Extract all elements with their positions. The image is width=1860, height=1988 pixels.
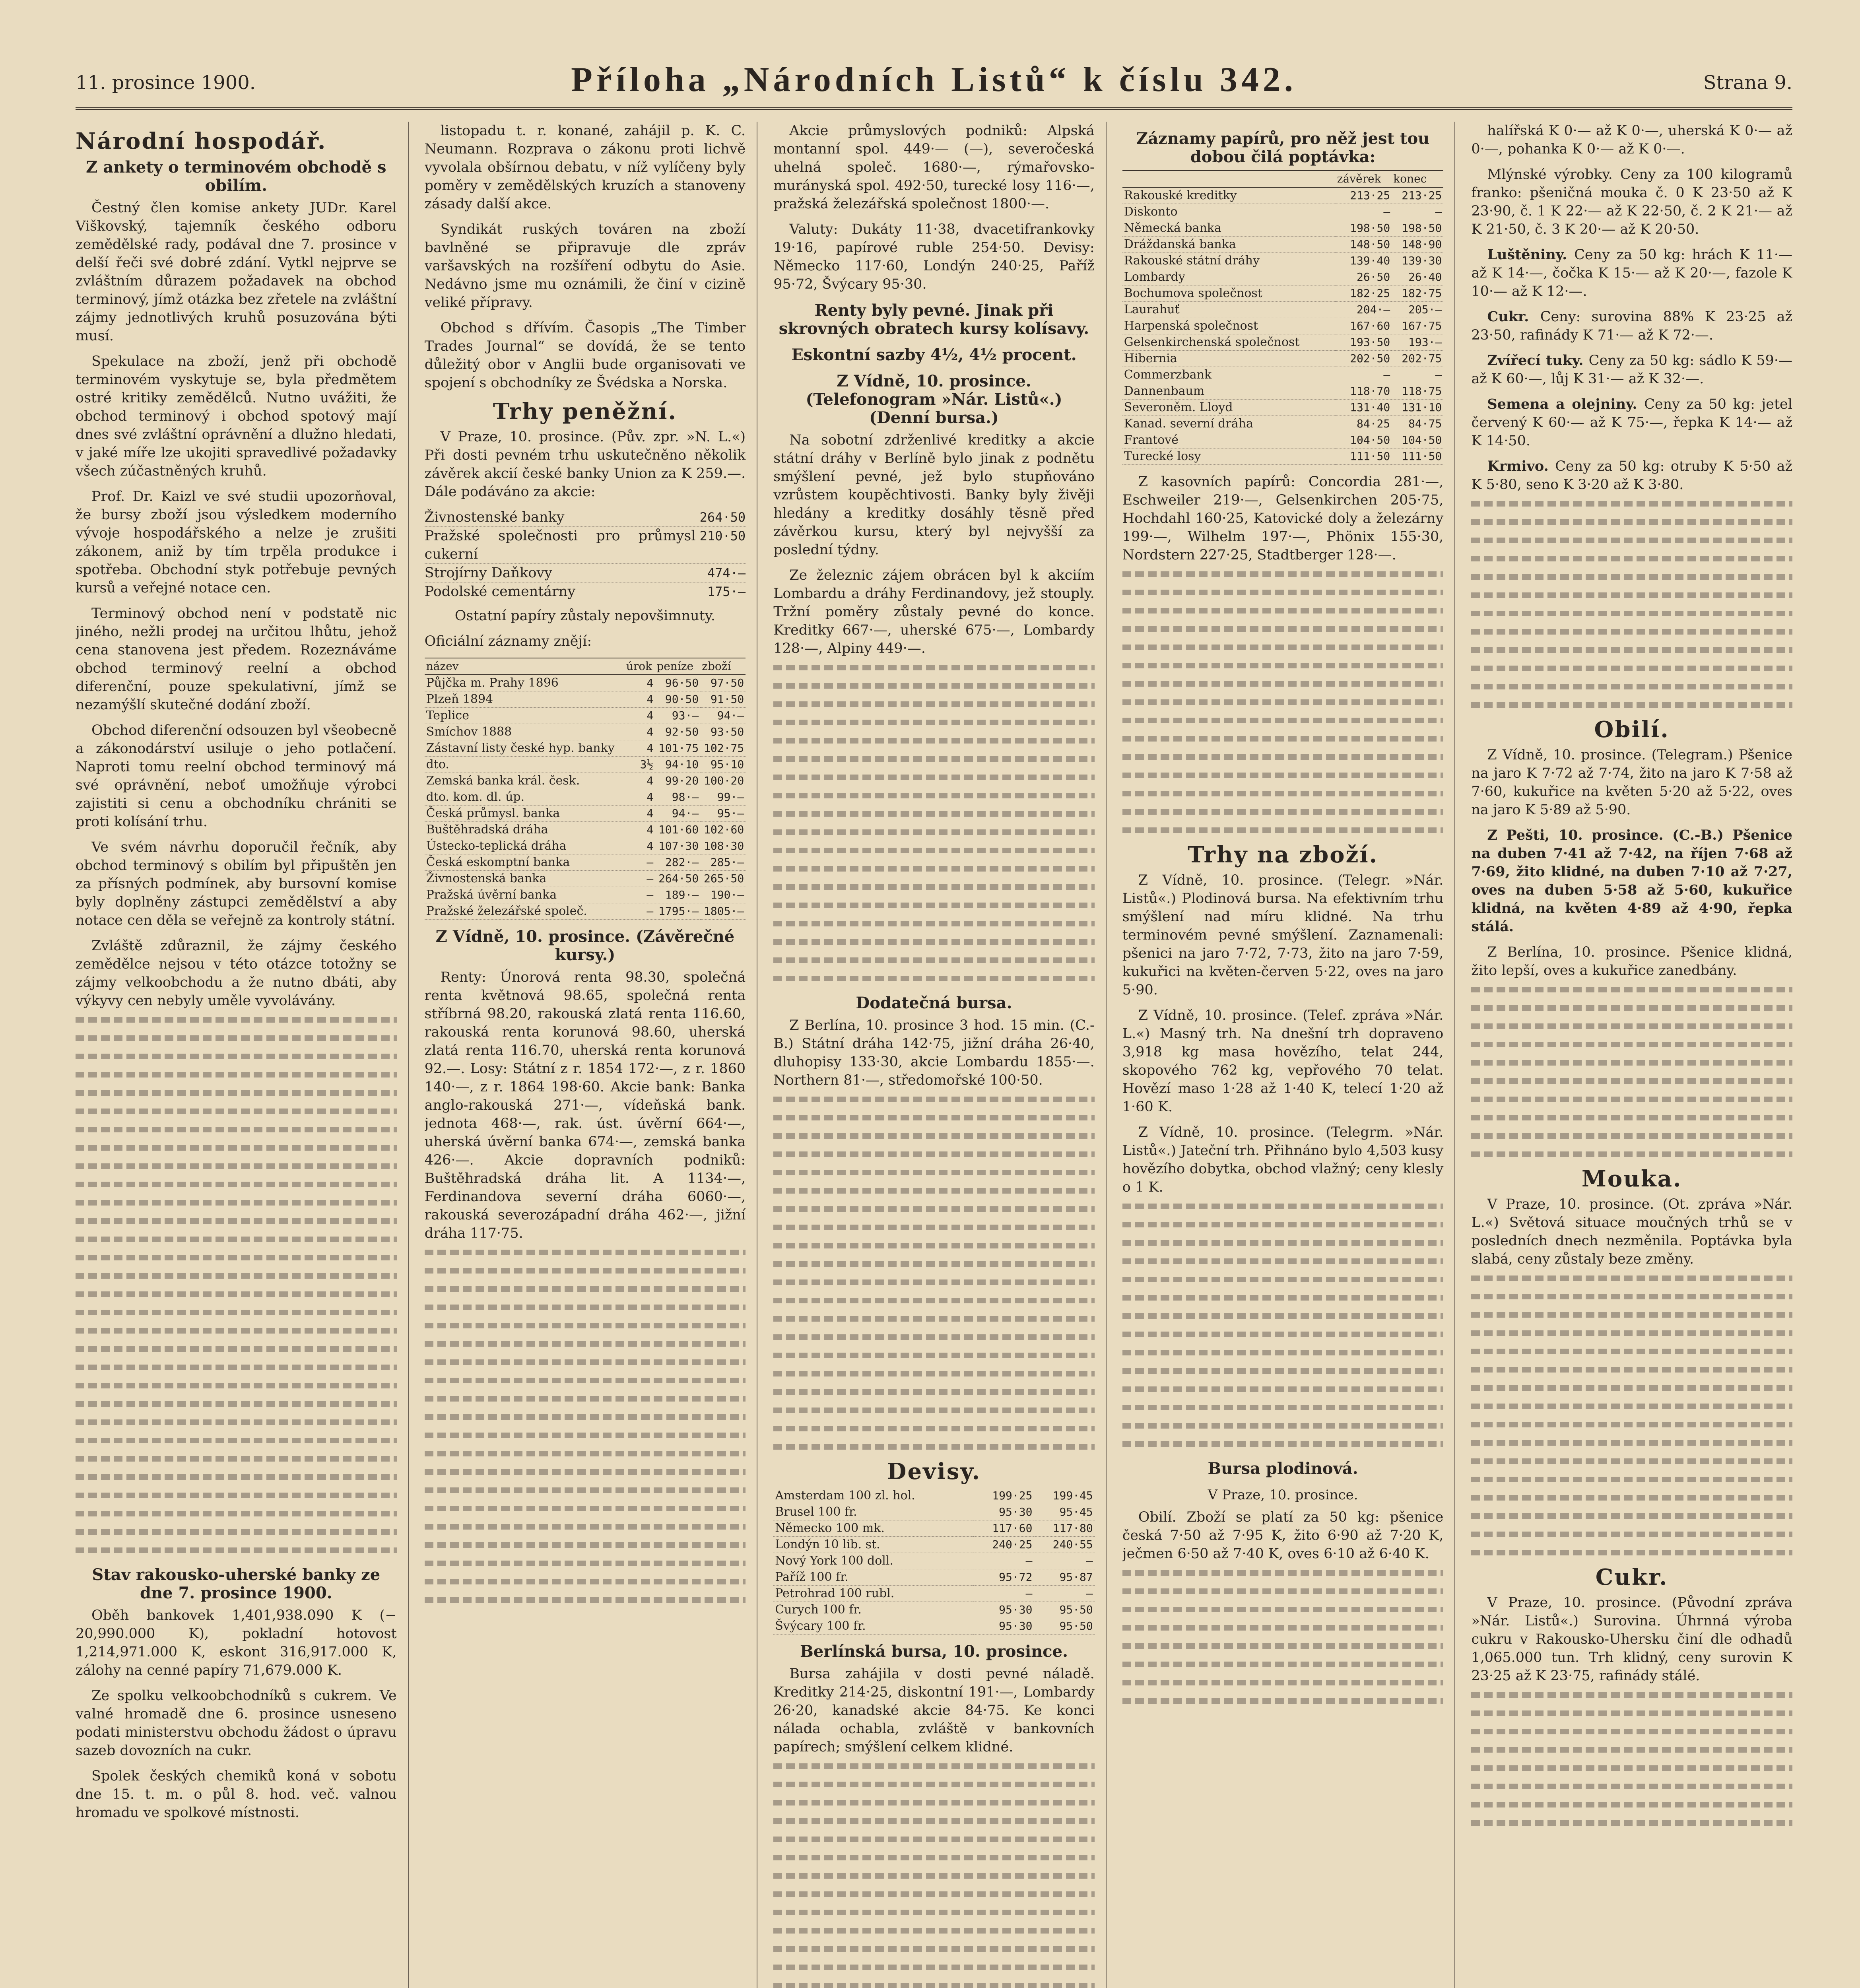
paragraph: halířská K 0·— až K 0·—, uherská K 0·— až 0·—, pohanka K 0·— až K 0·—. xyxy=(1471,123,1792,157)
illegible-text-block xyxy=(1471,501,1792,708)
bond-rate: 4 xyxy=(625,789,655,806)
bond-rate: — xyxy=(625,871,655,887)
paragraph: Z Pešti, 10. prosince. (C.-B.) Pšenice na duben 7·41 až 7·42, na říjen 7·68 až 7·69, žito klidné, na duben 7·10 až 7·27, oves na duben 5·58 až 5·60, kukuřice klidná, na květen 4·89 až 4·90, řepka stálá. xyxy=(1471,827,1792,935)
security-close: 111·50 xyxy=(1336,448,1392,465)
currency-name: Nový York 100 doll. xyxy=(773,1553,973,1569)
supplementary-bourse-heading: Dodatečná bursa. xyxy=(856,994,1012,1012)
section-heading-commodity-markets: Trhy na zboží. xyxy=(1187,842,1378,868)
securities-heading: Záznamy papírů, pro něž jest tou dobou čilá poptávka: xyxy=(1136,129,1430,166)
table-row xyxy=(773,1488,1095,1504)
security-close: 131·40 xyxy=(1336,400,1392,416)
paragraph: Z Vídně, 10. prosince. (Telegr. »Nár. Listů«.) Plodinová bursa. Na efektivním trhu smýšlení nad míru klidné. Na trhu terminovém pevné smýšlení. Zaznamenali: pšenici na jaro 7·72, 7·73, žito na jaro 7·59, kukuřici na květen-červen 5·22, oves na jaro 5·90. xyxy=(1122,872,1444,998)
commodity-name: Luštěniny. xyxy=(1487,247,1575,263)
illegible-text-block xyxy=(425,1250,746,1603)
bond-bid: 101·75 xyxy=(655,740,700,757)
currency-bid: 117·60 xyxy=(973,1520,1034,1537)
table-row xyxy=(425,887,746,903)
security-end: 202·75 xyxy=(1392,351,1443,367)
bond-ask: 285·— xyxy=(700,854,746,871)
bond-name: Buštěhradská dráha xyxy=(425,822,625,838)
table-row xyxy=(425,806,746,822)
bond-bid: 101·60 xyxy=(655,822,700,838)
issue-date: 11. prosince 1900. xyxy=(76,72,256,94)
security-name: Laurahuť xyxy=(1122,302,1336,318)
bond-bid: 90·50 xyxy=(655,691,700,708)
paragraph: Z Vídně, 10. prosince. (Telef. zpráva »Nár. L.«) Masný trh. Na dnešní trh dopraveno 3,918 kg masa hovězího, telat 244, skopového 762 kg, vepřového 70 telat. Hovězí maso 1·28 až 1·40 K, telecí 1·20 až 1·60 K. xyxy=(1122,1008,1444,1115)
table-row xyxy=(1122,285,1444,302)
bond-bid: 107·30 xyxy=(655,838,700,854)
security-name: Diskonto xyxy=(1122,204,1336,220)
commodity-prices: Ceny za 50 kg: sádlo K 59·— až K 60·—, lůj K 31·— až K 32·—. xyxy=(1471,353,1792,387)
bond-rate: 4 xyxy=(625,691,655,708)
illegible-text-block xyxy=(1471,987,1792,1157)
news-item: Oběh bankovek 1,401,938.090 K (− 20,990.000 K), pokladní hotovost 1,214,971.000 K, eskont 316,917.000 K, zálohy na cenné papíry 71,679.000 K. xyxy=(76,1607,397,1678)
currency-name: Švýcary 100 fr. xyxy=(773,1618,973,1635)
table-row xyxy=(773,1520,1095,1537)
commodity-item xyxy=(1471,351,1792,388)
security-name: Německá banka xyxy=(1122,220,1336,237)
illegible-text-block xyxy=(1471,1692,1792,1826)
bond-rate: 4 xyxy=(625,822,655,838)
security-end: — xyxy=(1392,204,1443,220)
table-row xyxy=(1122,383,1444,400)
bond-ask: 95·10 xyxy=(700,757,746,773)
currency-ask: 95·50 xyxy=(1034,1602,1094,1618)
column-1 xyxy=(76,122,409,1988)
produce-bourse-place: V Praze, 10. prosince. xyxy=(1208,1487,1358,1503)
security-end: 213·25 xyxy=(1392,187,1443,204)
paragraph: Na sobotní zdrženlivé kreditky a akcie státní dráhy v Berlíně bylo jinak z podnětu smýšlení pevné, jež bylo stupňováno vzrůstem koupěchtivosti. Banky byly živěji hledány a kreditky dosáhly těsně před závěrkou kursu, který byl nejvyšší za poslední týdny. xyxy=(773,432,1095,558)
columns xyxy=(76,122,1792,1988)
table-row xyxy=(425,903,746,920)
bonds-table: název úrok peníze zboží Půjčka m. Prahy 1896 4 96·50 97·50 Plzeň 1894 4 90·50 91·50 Teplice 4 93·— 94·— Smíchov 1888 4 92·50 93·50 Zástavní listy české hyp. banky 4 101·75 102·75 dto. 3½ 94·10 95·10 Zemská banka král. česk. 4 99·20 100·20 dto. kom. dl. úp. 4 98·— 99·— Česká průmysl. banka 4 94·— 95·— Buštěhradská dráha 4 101·60 102·60 Ústecko-teplická dráha 4 107·30 108·30 Česká eskomptní banka — 282·— 285·— Živnostenská banka — 264·50 265·50 Pražská úvěrní banka — 189·— 190·— Pražské železářské společ. — 1795·— 1805·— xyxy=(425,658,746,920)
table-row xyxy=(1122,416,1444,432)
bond-ask: 265·50 xyxy=(700,871,746,887)
currency-name: Curych 100 fr. xyxy=(773,1602,973,1618)
table-row xyxy=(1122,334,1444,351)
bond-name: Ústecko-teplická dráha xyxy=(425,838,625,854)
security-name: Gelsenkirchenská společnost xyxy=(1122,334,1336,351)
table-row xyxy=(425,675,746,691)
bond-ask: 190·— xyxy=(700,887,746,903)
table-row xyxy=(1122,432,1444,448)
price-row: Pražské společnosti pro průmysl cukerní 210·50 xyxy=(425,527,746,564)
security-end: 167·75 xyxy=(1392,318,1443,334)
paragraph: Čestný člen komise ankety JUDr. Karel Viškovský, tajemník českého odboru zemědělské rady, podával dne 7. prosince v delší řeči své dobré zdání. Vytkl nejprve se zvláštním důrazem požadavek na obchod terminový, jímž otázka bez zřetele na zvláštní zájmy jednotlivých kruhů posuzována býti musí. xyxy=(76,200,397,344)
news-item: Spolek českých chemiků koná v sobotu dne 15. t. m. o půl 8. hod. več. valnou hromadu ve spolkové místnosti. xyxy=(76,1768,397,1821)
bond-rate: 4 xyxy=(625,675,655,691)
bond-bid: 94·— xyxy=(655,806,700,822)
table-row xyxy=(773,1602,1095,1618)
bond-rate: — xyxy=(625,903,655,920)
paragraph: V Praze, 10. prosince. (Ot. zpráva »Nár. L.«) Světová situace moučných trhů se v posledních dnech nezměnila. Poptávka byla slabá, ceny zůstaly beze změny. xyxy=(1471,1196,1792,1267)
bond-ask: 99·— xyxy=(700,789,746,806)
security-close: 202·50 xyxy=(1336,351,1392,367)
bond-name: Půjčka m. Prahy 1896 xyxy=(425,675,625,691)
table-row xyxy=(1122,351,1444,367)
bond-rate: 4 xyxy=(625,724,655,740)
table-row xyxy=(1122,253,1444,269)
bond-name: Smíchov 1888 xyxy=(425,724,625,740)
security-close: 167·60 xyxy=(1336,318,1392,334)
security-end: 26·40 xyxy=(1392,269,1443,285)
bond-bid: 282·— xyxy=(655,854,700,871)
security-name: Bochumova společnost xyxy=(1122,285,1336,302)
security-close: 26·50 xyxy=(1336,269,1392,285)
commodity-item xyxy=(1471,457,1792,494)
paragraph: Mlýnské výrobky. Ceny za 100 kilogramů franko: pšeničná mouka č. 0 K 23·50 až K 23·90, č. 1 K 22·— až K 22·50, č. 2 K 21·— až K 21·50, č. 3 K 20·— až K 20·50. xyxy=(1471,167,1792,237)
illegible-text-block xyxy=(1122,1570,1444,1704)
security-close: 204·— xyxy=(1336,302,1392,318)
security-name: Hibernia xyxy=(1122,351,1336,367)
prague-intro: V Praze, 10. prosince. (Pův. zpr. »N. L.«) Při dosti pevném trhu uskutečněno několik závěrek akcií české banky Union za K 259.—. Dále podáváno za akcie: xyxy=(424,429,746,500)
bond-ask: 91·50 xyxy=(700,691,746,708)
currency-ask: 95·45 xyxy=(1034,1504,1094,1520)
bond-name: Česká eskomptní banka xyxy=(425,854,625,871)
bond-rate: 4 xyxy=(625,708,655,724)
bond-bid: 98·— xyxy=(655,789,700,806)
bond-rate: 4 xyxy=(625,773,655,789)
security-name: Rakouské kreditky xyxy=(1122,187,1336,204)
official-heading: Oficiální záznamy znějí: xyxy=(424,633,592,649)
currency-ask: 199·45 xyxy=(1034,1488,1094,1504)
paragraph: Bursa zahájila v dosti pevné náladě. Kreditky 214·25, diskontní 191·—, Lombardy 26·20, kanadské akcie 84·75. Ke konci nálada ochabla, zvláště v bankovních papírech; smýšlení celkem klidné. xyxy=(773,1666,1095,1755)
price-row: Strojírny Daňkovy 474·— xyxy=(425,564,746,582)
bond-name: dto. kom. dl. úp. xyxy=(425,789,625,806)
paragraph: Akcie průmyslových podniků: Alpská montanní spol. 449·— (—), severočeská uhelná společ. 1680·—, rýmařovsko-murányská spol. 492·50, turecké losy 116·—, pražská železářská společnost 1800·—. xyxy=(773,123,1095,212)
security-close: 84·25 xyxy=(1336,416,1392,432)
currency-ask: 95·87 xyxy=(1034,1569,1094,1586)
vienna-closing-heading: Z Vídně, 10. prosince. (Závěrečné kursy.) xyxy=(435,927,735,964)
table-row xyxy=(773,1504,1095,1520)
table-row xyxy=(773,1537,1095,1553)
table-row xyxy=(1122,448,1444,465)
currency-ask: — xyxy=(1034,1586,1094,1602)
security-name: Severoněm. Lloyd xyxy=(1122,400,1336,416)
paragraph: Z kasovních papírů: Concordia 281·—, Eschweiler 219·—, Gelsenkirchen 205·75, Hochdahl 160·25, Katovické doly a železárny 199·—, Wilhelm 197·—, Phönix 155·30, Nordstern 227·25, Stadtberger 128·—. xyxy=(1122,474,1444,563)
table-row xyxy=(425,789,746,806)
illegible-text-block xyxy=(1122,571,1444,833)
paragraph: Z Berlína, 10. prosince 3 hod. 15 min. (C.-B.) Státní dráha 142·75, jižní dráha 26·40, dluhopisy 133·30, akcie Lombardu 1855·—. Northern 81·—, středomořské 100·50. xyxy=(773,1017,1095,1088)
vienna-closing-text: Renty: Únorová renta 98.30, společná renta květnová 98.65, společná renta stříbrná 98.20, rakouská zlatá renta 116.60, rakouská renta korunová 98.60, uherská zlatá renta 116.70, uherská renta korunová 92.—. Losy: Státní z r. 1854 172·—, z r. 1860 140·—, z r. 1864 198·60. Akcie bank: Banka anglo-rakouská 271·—, vídeňská bank. jednota 468·—, rak. úst. úvěrní 664·—, uherská úvěrní banka 674·—, zemská banka 426·—. Akcie dopravních podniků: Buštěhradská dráha lit. A 1134·—, Ferdinandova severní dráha 6060·—, rakouská severozápadní dráha 462·—, jižní dráha 117·75. xyxy=(424,969,746,1241)
currency-bid: 95·30 xyxy=(973,1602,1034,1618)
paragraph: Valuty: Dukáty 11·38, dvacetifrankovky 19·16, papírové ruble 254·50. Devisy: Německo 117·60, Londýn 240·25, Paříž 95·72, Švýcary 95·30. xyxy=(773,221,1095,292)
securities-table: závěrek konec Rakouské kreditky 213·25 213·25 Diskonto — — Německá banka 198·50 198·50 Dráždanská banka 148·50 148·90 Rakouské státní dráhy 139·40 139·30 Lombardy 26·50 26·40 Bochumova společnost 182·25 182·75 Laurahuť 204·— 205·— Harpenská společnost 167·60 167·75 Gelsenkirchenská společnost 193·50 193·— Hibernia 202·50 202·75 Commerzbank — — Dannenbaum 118·70 118·75 Severoněm. Lloyd 131·40 131·10 Kanad. severní dráha 84·25 84·75 Frantové 104·50 104·50 Turecké losy 111·50 111·50 xyxy=(1122,170,1444,465)
currency-name: Brusel 100 fr. xyxy=(773,1504,973,1520)
bond-name: Plzeň 1894 xyxy=(425,691,625,708)
bond-bid: 189·— xyxy=(655,887,700,903)
masthead xyxy=(76,60,1792,110)
bond-name: Pražské železářské společ. xyxy=(425,903,625,920)
bond-bid: 93·— xyxy=(655,708,700,724)
news-heading-bank-status: Stav rakousko-uherské banky ze dne 7. prosince 1900. xyxy=(92,1565,381,1602)
illegible-text-block xyxy=(1122,1204,1444,1447)
commodity-prices: Ceny za 50 kg: otruby K 5·50 až K 5·80, seno K 3·20 až K 3·80. xyxy=(1471,458,1792,493)
table-row xyxy=(425,871,746,887)
security-end: — xyxy=(1392,367,1443,383)
commodity-item xyxy=(1471,395,1792,450)
currency-name: Londýn 10 lib. st. xyxy=(773,1537,973,1553)
paragraph: Ve svém návrhu doporučil řečník, aby obchod terminový s obilím byl připuštěn jen za přísných podmínek, aby bursovní komise byly doplněny zástupci zemědělství a aby notace cen děla se veřejně za kontroly státní. xyxy=(76,839,397,928)
bond-name: Živnostenská banka xyxy=(425,871,625,887)
section-heading-flour: Mouka. xyxy=(1581,1166,1682,1192)
illegible-text-block xyxy=(773,1097,1095,1450)
section-heading-devisy: Devisy. xyxy=(887,1458,981,1485)
currency-bid: 95·30 xyxy=(973,1618,1034,1635)
commodity-item xyxy=(1471,246,1792,301)
currency-name: Německo 100 mk. xyxy=(773,1520,973,1537)
security-name: Rakouské státní dráhy xyxy=(1122,253,1336,269)
commodity-name: Krmivo. xyxy=(1487,458,1555,474)
bond-name: Česká průmysl. banka xyxy=(425,806,625,822)
security-close: 139·40 xyxy=(1336,253,1392,269)
bond-ask: 100·20 xyxy=(700,773,746,789)
security-end: 84·75 xyxy=(1392,416,1443,432)
security-end: 182·75 xyxy=(1392,285,1443,302)
illegible-text-block xyxy=(76,1017,397,1553)
security-close: 213·25 xyxy=(1336,187,1392,204)
security-name: Harpenská společnost xyxy=(1122,318,1336,334)
currency-ask: 95·50 xyxy=(1034,1618,1094,1635)
table-row xyxy=(773,1569,1095,1586)
section-heading-grain: Obilí. xyxy=(1594,716,1670,743)
bond-name: Zástavní listy české hyp. banky xyxy=(425,740,625,757)
security-close: 104·50 xyxy=(1336,432,1392,448)
paragraph: Obilí. Zboží se platí za 50 kg: pšenice česká 7·50 až 7·95 K, žito 6·90 až 7·20 K, ječmen 6·50 až 7·40 K, oves 6·10 až 6·40 K. xyxy=(1122,1509,1444,1562)
currency-name: Paříž 100 fr. xyxy=(773,1569,973,1586)
commodity-item xyxy=(1471,308,1792,344)
security-end: 139·30 xyxy=(1392,253,1443,269)
section-heading-national-economist: Národní hospodář. xyxy=(76,128,327,154)
bond-bid: 264·50 xyxy=(655,871,700,887)
security-close: 148·50 xyxy=(1336,237,1392,253)
price-row: Živnostenské banky 264·50 xyxy=(425,508,746,527)
currency-ask: — xyxy=(1034,1553,1094,1569)
security-name: Dannenbaum xyxy=(1122,383,1336,400)
table-row xyxy=(425,757,746,773)
bond-bid: 1795·— xyxy=(655,903,700,920)
bond-ask: 95·— xyxy=(700,806,746,822)
bold-note: Renty byly pevné. Jinak při skrovných obratech kursy kolísavy. xyxy=(779,301,1089,338)
table-row xyxy=(1122,269,1444,285)
news-item: Ze spolku velkoobchodníků s cukrem. Ve valné hromadě dne 6. prosince usneseno podati ministerstvu obchodu žádost o úpravu sazeb dovozních na cukr. xyxy=(76,1688,397,1759)
security-close: — xyxy=(1336,204,1392,220)
table-row xyxy=(425,740,746,757)
table-row xyxy=(425,708,746,724)
paragraph: listopadu t. r. konané, zahájil p. K. C. Neumann. Rozprava o zákonu proti lichvě vyvolala obšírnou debatu, v níž vylíčeny byly poměry v zemědělských kruzích a stanoveny zásady další akce. xyxy=(424,123,746,212)
section-heading-money-markets: Trhy peněžní. xyxy=(493,398,678,425)
table-row xyxy=(425,691,746,708)
table-row xyxy=(425,838,746,854)
security-end: 193·— xyxy=(1392,334,1443,351)
bond-rate: 4 xyxy=(625,740,655,757)
table-row xyxy=(1122,204,1444,220)
paragraph: Obchod diferenční odsouzen byl všeobecně a zákonodárství usiluje o jeho potlačení. Naproti tomu reelní obchod terminový má své oprávnění, neboť umožňuje výrobci zajistiti si cenu a obchodníku chrániti se proti kolísání trhu. xyxy=(76,722,397,830)
security-end: 198·50 xyxy=(1392,220,1443,237)
vienna-daily-heading: Z Vídně, 10. prosince. (Telefonogram »Nár. Listů«.) (Denní bursa.) xyxy=(806,372,1062,427)
security-end: 111·50 xyxy=(1392,448,1443,465)
bond-bid: 94·10 xyxy=(655,757,700,773)
currency-bid: — xyxy=(973,1553,1034,1569)
bond-bid: 92·50 xyxy=(655,724,700,740)
security-name: Dráždanská banka xyxy=(1122,237,1336,253)
bond-ask: 102·60 xyxy=(700,822,746,838)
produce-bourse-heading: Bursa plodinová. xyxy=(1208,1459,1358,1478)
paragraph: Z Vídně, 10. prosince. (Telegram.) Pšenice na jaro K 7·72 až 7·74, žito na jaro K 7·58 až 7·60, kukuřice na květen 5·20 až 5·22, oves na jaro K 5·89 až 5·90. xyxy=(1471,747,1792,818)
price-row: Podolské cementárny 175·— xyxy=(425,582,746,601)
security-name: Turecké losy xyxy=(1122,448,1336,465)
paragraph: V Praze, 10. prosince. (Původní zpráva »Nár. Listů«.) Surovina. Úhrnná výroba cukru v Rakousko-Uhersku činí dle odhadů 1,065.000 tun. Trh klidný, ceny surovin K 23·25 až K 23·75, rafinády stálé. xyxy=(1471,1595,1792,1684)
currency-bid: 199·25 xyxy=(973,1488,1034,1504)
currency-bid: 240·25 xyxy=(973,1537,1034,1553)
security-name: Frantové xyxy=(1122,432,1336,448)
currency-name: Amsterdam 100 zl. hol. xyxy=(773,1488,973,1504)
paragraph: Terminový obchod není v podstatě nic jiného, nežli prodej na určitou lhůtu, jehož cena stanovena jest předem. Rozeznáváme obchod terminový reelní a obchod diferenční, pouze spekulativní, jímž se nezamýšlí skutečné dodání zboží. xyxy=(76,606,397,713)
section-heading-sugar: Cukr. xyxy=(1595,1564,1668,1590)
table-row xyxy=(1122,302,1444,318)
bond-bid: 96·50 xyxy=(655,675,700,691)
prague-note: Ostatní papíry zůstaly nepovšimnuty. xyxy=(454,608,715,624)
currency-bid: 95·72 xyxy=(973,1569,1034,1586)
table-row xyxy=(1122,187,1444,204)
supplement-title: Příloha „Národních Listů“ k číslu 342. xyxy=(571,60,1297,99)
bond-ask: 108·30 xyxy=(700,838,746,854)
commodity-name: Zvířecí tuky. xyxy=(1487,352,1589,369)
illegible-text-block xyxy=(773,665,1095,981)
column-3 xyxy=(773,122,1107,1988)
security-name: Kanad. severní dráha xyxy=(1122,416,1336,432)
commodity-prices: Ceny za 50 kg: hrách K 11·— až K 14·—, čočka K 15·— až K 20·—, fazole K 10·— až K 12·—. xyxy=(1471,247,1792,299)
table-row xyxy=(773,1553,1095,1569)
table-row xyxy=(773,1586,1095,1602)
paragraph: Syndikát ruských továren na zboží bavlněné se připravuje dle zpráv varšavských na rozšíření odbytu do Asie. Nedávno jsme mu oznámili, že činí v cizině veliké přípravy. xyxy=(424,221,746,311)
bond-rate: 3½ xyxy=(625,757,655,773)
bond-ask: 97·50 xyxy=(700,675,746,691)
commodity-prices: Ceny za 50 kg: jetel červený K 60·— až K 75·—, řepka K 14·— až K 14·50. xyxy=(1471,396,1792,449)
bond-name: Zemská banka král. česk. xyxy=(425,773,625,789)
security-end: 205·— xyxy=(1392,302,1443,318)
column-5 xyxy=(1471,122,1792,1988)
bond-ask: 1805·— xyxy=(700,903,746,920)
table-row xyxy=(425,724,746,740)
paragraph: Prof. Dr. Kaizl ve své studii upozorňoval, že bursy zboží jsou výsledkem moderního vývoje hospodářského a nelze je zrušiti zákonem, aniž by tím trpěla produkce i spotřeba. Obchodní styk potřebuje pevných kursů a veřejné notace cen. xyxy=(76,489,397,596)
berlin-bourse-heading: Berlínská bursa, 10. prosince. xyxy=(800,1642,1068,1661)
paragraph: Zvláště zdůraznil, že zájmy českého zemědělce nejsou v této otázce totožny se zájmy velkoobchodu a že nutno dbáti, aby výkyvy cen nebyly uměle vyvolávány. xyxy=(76,938,397,1009)
paragraph: Z Berlína, 10. prosince. Pšenice klidná, žito lepší, oves a kukuřice zanedbány. xyxy=(1471,944,1792,978)
bond-ask: 102·75 xyxy=(700,740,746,757)
table-row xyxy=(1122,220,1444,237)
security-close: 193·50 xyxy=(1336,334,1392,351)
currency-bid: — xyxy=(973,1586,1034,1602)
paragraph: Spekulace na zboží, jenž při obchodě terminovém vyskytuje se, byla předmětem ostré kritiky zemědělců. Nutno uvážiti, že obchod terminový i obchod spotový mají dnes své zvláštní oprávnění a dlužno hledati, v jaké míře lze ukojiti spravedlivé požadavky všech zúčastněných kruhů. xyxy=(76,353,397,479)
security-end: 148·90 xyxy=(1392,237,1443,253)
discount-rates: Eskontní sazby 4½, 4½ procent. xyxy=(791,346,1077,364)
security-close: 118·70 xyxy=(1336,383,1392,400)
page-number: Strana 9. xyxy=(1703,72,1792,94)
illegible-text-block xyxy=(1471,1276,1792,1555)
bond-bid: 99·20 xyxy=(655,773,700,789)
column-4 xyxy=(1122,122,1456,1988)
column-2 xyxy=(425,122,758,1988)
commodity-name: Semena a olejniny. xyxy=(1487,396,1644,412)
commodity-name: Cukr. xyxy=(1487,309,1540,325)
security-close: — xyxy=(1336,367,1392,383)
security-close: 182·25 xyxy=(1336,285,1392,302)
security-end: 118·75 xyxy=(1392,383,1443,400)
security-end: 131·10 xyxy=(1392,400,1443,416)
currency-name: Petrohrad 100 rubl. xyxy=(773,1586,973,1602)
security-close: 198·50 xyxy=(1336,220,1392,237)
table-row xyxy=(1122,367,1444,383)
bond-ask: 93·50 xyxy=(700,724,746,740)
table-row xyxy=(1122,400,1444,416)
bond-rate: 4 xyxy=(625,806,655,822)
table-row xyxy=(425,773,746,789)
currency-ask: 117·80 xyxy=(1034,1520,1094,1537)
article-title-futures-grain: Z ankety o terminovém obchodě s obilím. xyxy=(86,158,386,195)
bond-rate: 4 xyxy=(625,838,655,854)
currency-bid: 95·30 xyxy=(973,1504,1034,1520)
table-row xyxy=(425,822,746,838)
table-row xyxy=(425,854,746,871)
bond-rate: — xyxy=(625,887,655,903)
commodity-items xyxy=(1471,246,1792,494)
devisy-table xyxy=(773,1488,1095,1635)
bond-rate: — xyxy=(625,854,655,871)
security-end: 104·50 xyxy=(1392,432,1443,448)
table-row xyxy=(1122,318,1444,334)
security-name: Lombardy xyxy=(1122,269,1336,285)
currency-ask: 240·55 xyxy=(1034,1537,1094,1553)
bond-name: Pražská úvěrní banka xyxy=(425,887,625,903)
table-row xyxy=(773,1618,1095,1635)
security-name: Commerzbank xyxy=(1122,367,1336,383)
paragraph: Ze železnic zájem obrácen byl k akciím Lombardu a dráhy Ferdinandovy, jež stouply. Tržní poměry zůstaly pevné do konce. Kreditky 667·—, uherské 675·—, Lombardy 128·—, Alpiny 449·—. xyxy=(773,567,1095,656)
bond-name: Teplice xyxy=(425,708,625,724)
paragraph: Obchod s dřívím. Časopis „The Timber Trades Journal“ se dovídá, že se tento důležitý obor v Anglii bude organisovati ve spojení s obchodníky ze Švédska a Norska. xyxy=(424,320,746,391)
paragraph: Z Vídně, 10. prosince. (Telegrm. »Nár. Listů«.) Jateční trh. Přihnáno bylo 4,503 kusy hovězího dobytka, obchod vlažný; ceny klesly o 1 K. xyxy=(1122,1124,1444,1195)
table-row xyxy=(1122,237,1444,253)
bond-ask: 94·— xyxy=(700,708,746,724)
illegible-text-block xyxy=(773,1763,1095,1988)
bond-name: dto. xyxy=(425,757,625,773)
commodity-prices: Ceny: surovina 88% K 23·25 až 23·50, rafinády K 71·— až K 72·—. xyxy=(1471,309,1792,343)
